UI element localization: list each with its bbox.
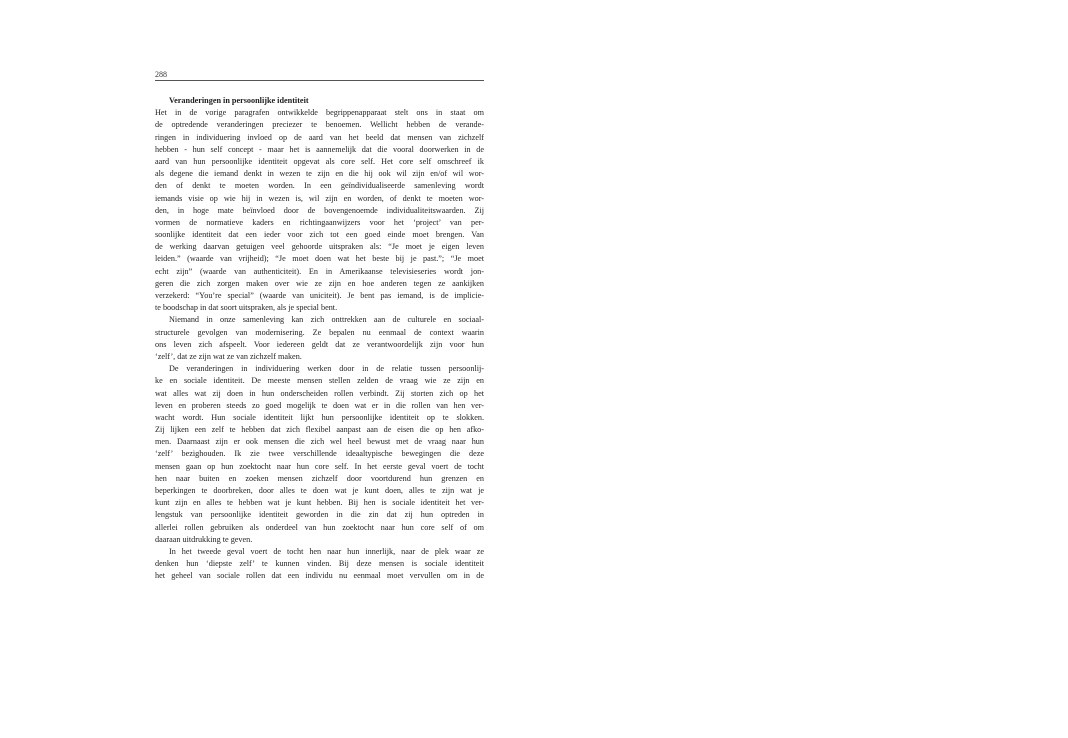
text-line: daaraan uitdrukking te geven. (155, 534, 253, 544)
text-line: ons leven zich afspeelt. Voor iedereen geldt dat ze verantwoordelijk zijn voor hun (155, 339, 484, 349)
text-line: mensen gaan op hun zoektocht naar hun core self. In het eerste geval voert de tocht (155, 461, 484, 471)
text-line: als degene die iemand denkt in wezen te zijn en die hij ook wil zijn en/of wil wor- (155, 169, 484, 179)
text-line: hen naar buiten en zoeken mensen zichzelf door voortdurend hun grenzen en (155, 473, 484, 483)
text-line: wat alles wat zij doen in hun onderscheiden rollen verbindt. Zij storten zich op het (155, 388, 484, 398)
text-line: echt zijn” (waarde van authenticiteit). En in Amerikaanse televisieseries wordt jon- (155, 266, 484, 276)
text-line: geren die zich zorgen maken over wie ze zijn en hoe anderen tegen ze aankijken (155, 278, 484, 288)
text-line: de optredende veranderingen preciezer te benoemen. Wellicht hebben de verande- (155, 120, 484, 130)
text-line: den, in hoge mate beïnvloed door de bovengenoemde individualiteitswaarden. Zij (155, 205, 484, 215)
text-line: de werking daarvan getuigen veel gehoorde uitspraken als: “Je moet je eigen leven (155, 242, 484, 252)
text-line: het geheel van sociale rollen dat een individu nu eenmaal moet vervullen om in de (155, 571, 484, 581)
text-line: men. Daarnaast zijn er ook mensen die zich wel heel bewust met de vraag naar hun (155, 437, 484, 447)
section-heading: Veranderingen in persoonlijke identiteit (169, 96, 309, 105)
text-line: ‘zelf’ bezighouden. Ik zie twee verschillende ideaaltypische bewegingen die deze (155, 449, 484, 459)
text-line: aard van hun persoonlijke identiteit opgevat als core self. Het core self omschreef ik (155, 156, 484, 166)
text-line: kunt zijn en alles te hebben wat je kunt hebben. Bij hen is sociale identiteit het ver- (155, 498, 484, 508)
text-line: leiden.” (waarde van vrijheid); “Je moet doen wat het beste bij je past.”; “Je moet (155, 254, 484, 264)
header-rule (155, 80, 484, 81)
text-line: vormen de normatieve kaders en richtingaanwijzers voor het ‘project’ van per- (155, 217, 484, 227)
text-line: wacht wordt. Hun sociale identiteit lijkt hun persoonlijke identiteit op te slokken. (155, 412, 484, 422)
text-line: soonlijke identiteit dat een ieder voor zich tot een goed einde moet brengen. Van (155, 230, 484, 240)
text-line: allerlei rollen gebruiken als onderdeel van hun zoektocht naar hun core self of om (155, 522, 484, 532)
text-line: ke en sociale identiteit. De meeste mensen stellen zelden de vraag wie ze zijn en (155, 376, 484, 386)
body-text (155, 95, 484, 583)
text-line: iemands visie op wie hij in wezen is, wil zijn en worden, of denkt te moeten wor- (155, 193, 484, 203)
page-number: 288 (155, 70, 167, 79)
text-line: lengstuk van persoonlijke identiteit geworden in die zin dat zij hun optreden in (155, 510, 484, 520)
text-line: Het in de vorige paragrafen ontwikkelde begrippenapparaat stelt ons in staat om (155, 108, 484, 118)
text-line: De veranderingen in individuering werken door in de relatie tussen persoonlij- (169, 364, 484, 374)
text-line: In het tweede geval voert de tocht hen naar hun innerlijk, naar de plek waar ze (169, 546, 484, 556)
text-line: structurele gevolgen van modernisering. Ze bepalen nu eenmaal de context waarin (155, 327, 484, 337)
text-line: Niemand in onze samenleving kan zich onttrekken aan de culturele en sociaal- (169, 315, 484, 325)
text-line: ringen in individuering invloed op de aard van het beeld dat mensen van zichzelf (155, 132, 484, 142)
text-line: hebben - hun self concept - maar het is aannemelijk dat die vooral doorwerken in de (155, 144, 484, 154)
text-line: verzekerd: “You’re special” (waarde van uniciteit). Je bent pas iemand, is de implicie- (155, 291, 484, 300)
text-line: den of denkt te moeten worden. In een geïndividualiseerde samenleving wordt (155, 181, 484, 191)
text-line: beperkingen te doorbreken, door alles te doen wat je kunt doen, alles te zijn wat je (155, 486, 484, 495)
text-line: denken hun ‘diepste zelf’ te kunnen vinden. Bij deze mensen is sociale identiteit (155, 559, 484, 569)
text-line: ‘zelf’, dat ze zijn wat ze van zichzelf maken. (155, 351, 302, 361)
text-line: leven en proberen steeds zo goed mogelijk te doen wat er in die rollen van hen ver- (155, 400, 484, 410)
text-line: te boodschap in dat soort uitspraken, als je special bent. (155, 303, 338, 313)
text-line: Zij lijken een zelf te hebben dat zich flexibel aanpast aan de eisen die op hen afko- (155, 425, 484, 435)
